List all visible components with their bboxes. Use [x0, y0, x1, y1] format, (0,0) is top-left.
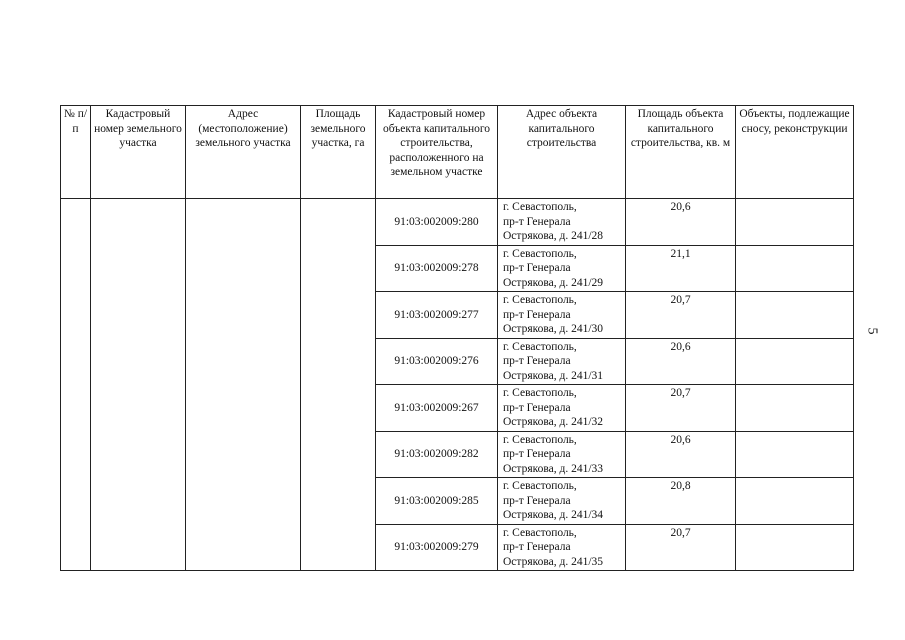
object-cadastral-number: 91:03:002009:282 [376, 431, 498, 478]
object-address-line: г. Севастополь, [503, 201, 577, 213]
object-address-line: г. Севастополь, [503, 294, 577, 306]
merged-land-address-cell [186, 199, 301, 571]
object-area: 20,7 [626, 385, 736, 432]
object-address-line: Острякова, д. 241/33 [503, 462, 604, 475]
object-area: 20,7 [626, 524, 736, 571]
demolition-objects-cell [736, 385, 854, 432]
object-address-line: пр-т Генерала [503, 541, 571, 553]
object-address-line: пр-т Генерала [503, 308, 571, 321]
object-address-line: г. Севастополь, [503, 433, 577, 446]
object-address [498, 478, 626, 525]
demolition-objects-cell [736, 292, 854, 339]
object-cadastral-number: 91:03:002009:285 [376, 478, 498, 525]
object-address-line: г. Севастополь, [503, 526, 577, 539]
demolition-objects-cell [736, 338, 854, 385]
object-cadastral-number: 91:03:002009:277 [376, 292, 498, 339]
land-plots-table [60, 105, 854, 571]
object-address-line: пр-т Генерала [503, 355, 571, 367]
page-number: 5 [864, 327, 880, 335]
header-land-address: Адрес (местоположение) земельного участка [186, 106, 301, 199]
object-address-line: г. Севастополь, [503, 387, 577, 399]
header-object-area: Площадь объекта капитального строительства, кв. м [626, 106, 736, 199]
header-object-cadastral-number: Кадастровый номер объекта капитального строительства, расположенного на земельном участке [376, 106, 498, 199]
merged-land-cadastral-cell [91, 199, 186, 571]
table-header-row [61, 106, 854, 199]
object-address [498, 524, 626, 571]
object-area: 20,6 [626, 338, 736, 385]
demolition-objects-cell [736, 524, 854, 571]
object-address-line: Острякова, д. 241/31 [503, 369, 604, 382]
object-area: 20,7 [626, 292, 736, 339]
object-area: 20,6 [626, 199, 736, 246]
object-address-line: пр-т Генерала [503, 215, 571, 228]
object-address [498, 431, 626, 478]
object-address-line: Острякова, д. 241/32 [503, 416, 604, 428]
object-address-line: пр-т Генерала [503, 262, 571, 274]
header-demolition-objects: Объекты, подлежащие сносу, реконструкции [736, 106, 854, 199]
merged-land-area-cell [301, 199, 376, 571]
object-cadastral-number: 91:03:002009:278 [376, 245, 498, 292]
header-object-address: Адрес объекта капитального строительства [498, 106, 626, 199]
merged-number-cell [61, 199, 91, 571]
table-body [61, 199, 854, 571]
object-address-line: пр-т Генерала [503, 494, 571, 507]
object-address-line: Острякова, д. 241/30 [503, 323, 604, 335]
object-address [498, 385, 626, 432]
object-address-line: г. Севастополь, [503, 480, 577, 492]
demolition-objects-cell [736, 245, 854, 292]
object-address [498, 338, 626, 385]
table-row [61, 199, 854, 246]
object-address [498, 245, 626, 292]
header-number: № п/п [61, 106, 91, 199]
object-address-line: Острякова, д. 241/28 [503, 230, 604, 242]
object-address [498, 199, 626, 246]
header-land-cadastral-number: Кадастровый номер земельного участка [91, 106, 186, 199]
object-address-line: пр-т Генерала [503, 401, 571, 414]
object-area: 21,1 [626, 245, 736, 292]
object-address-line: г. Севастополь, [503, 340, 577, 353]
object-cadastral-number: 91:03:002009:276 [376, 338, 498, 385]
demolition-objects-cell [736, 478, 854, 525]
object-address [498, 292, 626, 339]
object-cadastral-number: 91:03:002009:267 [376, 385, 498, 432]
header-land-area: Площадь земельного участка, га [301, 106, 376, 199]
object-area: 20,6 [626, 431, 736, 478]
demolition-objects-cell [736, 431, 854, 478]
object-address-line: Острякова, д. 241/34 [503, 509, 604, 521]
object-address-line: г. Севастополь, [503, 247, 577, 260]
object-cadastral-number: 91:03:002009:279 [376, 524, 498, 571]
object-address-line: пр-т Генерала [503, 448, 571, 460]
object-address-line: Острякова, д. 241/35 [503, 555, 604, 568]
object-cadastral-number: 91:03:002009:280 [376, 199, 498, 246]
demolition-objects-cell [736, 199, 854, 246]
object-area: 20,8 [626, 478, 736, 525]
object-address-line: Острякова, д. 241/29 [503, 276, 604, 289]
